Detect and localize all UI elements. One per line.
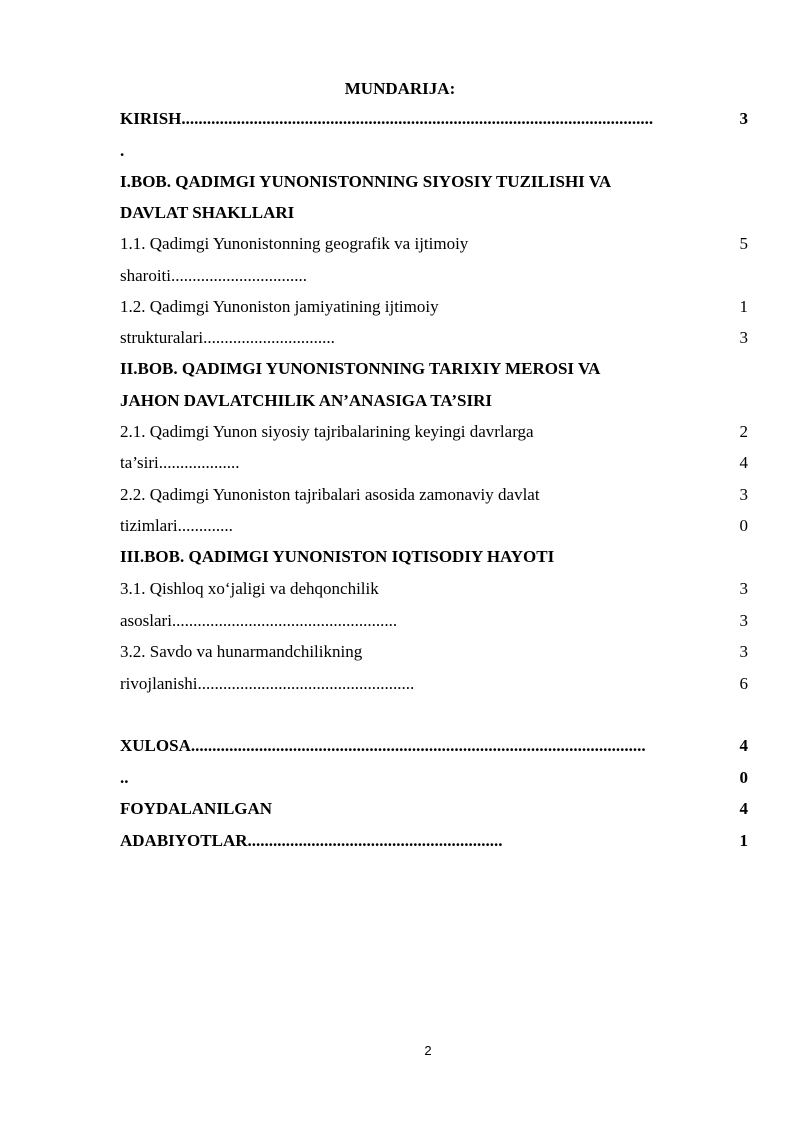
toc-entry-text: III.BOB. QADIMGI YUNONISTON IQTISODIY HAYOTI <box>120 547 555 566</box>
toc-entry-page: 0 <box>739 768 748 787</box>
toc-entry-text: FOYDALANILGAN <box>120 799 273 818</box>
toc-entry-text: 3.1. Qishloq xo‘jaligi va dehqonchilik <box>120 579 379 598</box>
toc-entry <box>120 669 750 699</box>
toc-entry-text: 3.2. Savdo va hunarmandchilikning <box>120 642 363 661</box>
toc-entry-text: sharoiti................................ <box>120 266 307 285</box>
toc-entry <box>120 229 750 259</box>
toc-entry-text: II.BOB. QADIMGI YUNONISTONNING TARIXIY MEROSI VA <box>120 359 601 378</box>
page-title: MUNDARIJA: <box>344 79 456 98</box>
toc-entry <box>120 826 750 856</box>
toc-entry <box>120 417 750 447</box>
toc-entry <box>120 606 750 636</box>
toc-entry <box>120 448 750 478</box>
toc-entry <box>120 323 750 353</box>
toc-entry-page: 4 <box>739 453 748 472</box>
toc-entry-page: 3 <box>739 109 748 128</box>
toc-entry-page: 3 <box>739 579 748 598</box>
toc-entry-text: DAVLAT SHAKLLARI <box>120 203 295 222</box>
toc-entry <box>120 574 750 604</box>
toc-entry-page: 3 <box>739 611 748 630</box>
toc-entry-text: I.BOB. QADIMGI YUNONISTONNING SIYOSIY TUZILISHI VA <box>120 172 612 191</box>
toc-entry-text: asoslari..................................................... <box>120 611 398 630</box>
toc-entry-text: KIRISH............................................................................................................... <box>120 109 654 128</box>
toc-entry-page: 4 <box>739 799 748 818</box>
toc-entry <box>120 354 750 384</box>
toc-entry <box>120 763 750 793</box>
toc-entry-page: 3 <box>739 485 748 504</box>
toc-entry-text: rivojlanishi................................................... <box>120 674 415 693</box>
toc-entry-text: 1.1. Qadimgi Yunonistonning geografik va ijtimoiy <box>120 234 469 253</box>
toc-entry-text: ADABIYOTLAR............................................................ <box>120 831 503 850</box>
toc-entry-text: ta’siri................... <box>120 453 240 472</box>
toc-entry <box>120 261 750 291</box>
toc-entry-page: 0 <box>739 516 748 535</box>
toc-entry-page: 2 <box>739 422 748 441</box>
toc-entry <box>120 480 750 510</box>
toc-entry-text: .. <box>120 768 129 787</box>
toc-entry-text: strukturalari............................... <box>120 328 335 347</box>
toc-entry <box>120 136 750 166</box>
toc-entry-text: tizimlari............. <box>120 516 233 535</box>
page-number: 2 <box>424 1043 432 1058</box>
toc-entry-page: 1 <box>739 831 748 850</box>
toc-entry <box>120 794 750 824</box>
toc-entry <box>120 167 750 197</box>
toc-entry-page: 3 <box>739 642 748 661</box>
toc-entry-page: 1 <box>739 297 748 316</box>
toc-entry <box>120 731 750 761</box>
toc-entry-page: 6 <box>739 674 748 693</box>
toc-entry-text: 2.1. Qadimgi Yunon siyosiy tajribalarining keyingi davrlarga <box>120 422 534 441</box>
toc-entry <box>120 198 750 228</box>
toc-entry-page: 4 <box>739 736 748 755</box>
toc-entry <box>120 292 750 322</box>
toc-entry-text: 1.2. Qadimgi Yunoniston jamiyatining ijtimoiy <box>120 297 439 316</box>
toc-entry <box>120 511 750 541</box>
toc-entry <box>120 386 750 416</box>
toc-entry-text: . <box>120 141 125 160</box>
toc-entry <box>120 104 750 134</box>
toc-entry-page: 5 <box>739 234 748 253</box>
toc-entry <box>120 637 750 667</box>
toc-entry <box>120 542 750 572</box>
toc-entry-page: 3 <box>739 328 748 347</box>
toc-entry-text: JAHON DAVLATCHILIK AN’ANASIGA TA’SIRI <box>120 391 493 410</box>
toc-entry-text: XULOSA........................................................................................................... <box>120 736 646 755</box>
toc-entry-text: 2.2. Qadimgi Yunoniston tajribalari asosida zamonaviy davlat <box>120 485 540 504</box>
